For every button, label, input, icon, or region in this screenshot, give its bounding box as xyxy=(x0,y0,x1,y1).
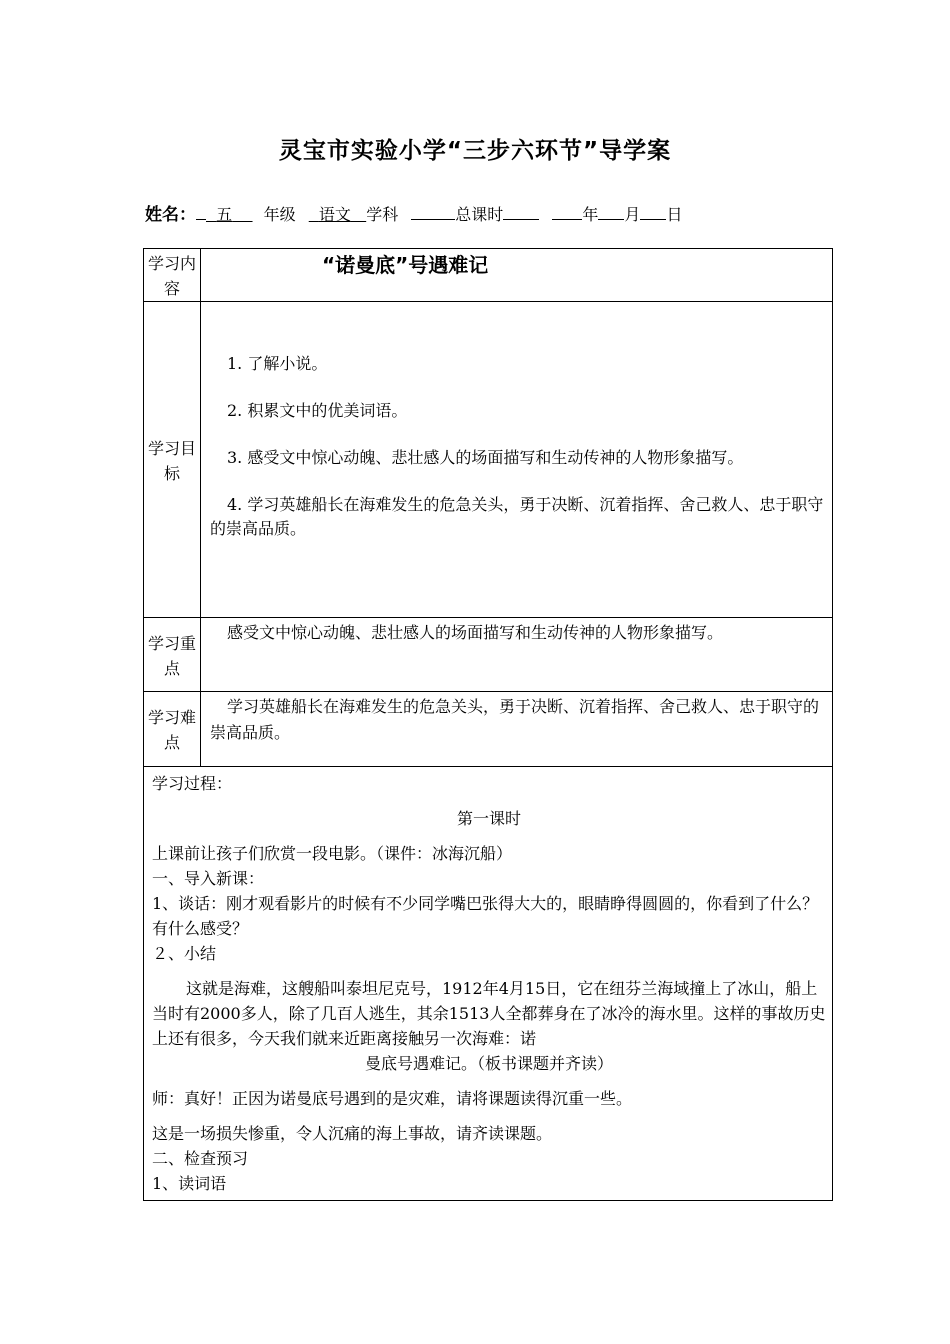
teacher-line: 师：真好！正因为诺曼底号遇到的是灾难，请将课题读得沉重一些。 xyxy=(152,1089,633,1108)
intro-text: 上课前让孩子们欣赏一段电影。（课件：冰海沉船） xyxy=(152,844,513,863)
document-title: 灵宝市实验小学“三步六环节”导学案 xyxy=(278,138,672,164)
row-goals xyxy=(144,302,833,618)
total-hours-value-blank xyxy=(503,203,539,220)
goal-item: 2. 积累文中的优美词语。 xyxy=(227,401,408,420)
total-hours-label: 总课时 xyxy=(455,205,504,224)
year-label: 年 xyxy=(582,205,599,224)
row-process xyxy=(144,767,833,1201)
lesson-plan-table xyxy=(143,248,833,1201)
goals-list xyxy=(210,302,824,541)
key-points-text: 感受文中惊心动魄、悲壮感人的场面描写和生动传神的人物形象描写。 xyxy=(227,623,724,642)
month-blank xyxy=(598,203,624,220)
difficulty-text: 学习英雄船长在海难发生的危急关头，勇于决断、沉着指挥、舍己救人、忠于职守的崇高品质。 xyxy=(210,697,820,742)
goal-item: 3. 感受文中惊心动魄、悲壮感人的场面描写和生动传神的人物形象描写。 xyxy=(227,448,744,467)
accident-line: 这是一场损失惨重，令人沉痛的海上事故，请齐读课题。 xyxy=(152,1124,553,1143)
difficulty-label: 学习难点 xyxy=(144,692,201,767)
grade-value: 五 xyxy=(216,205,233,224)
name-label: 姓名： xyxy=(145,205,196,225)
goal-item: 1. 了解小说。 xyxy=(227,354,328,373)
section-heading: 一、导入新课： xyxy=(152,869,265,888)
grade-label: 年级 xyxy=(263,205,296,224)
day-label: 日 xyxy=(666,205,683,224)
row-content xyxy=(144,249,833,302)
day-blank xyxy=(640,203,666,220)
goals-cell xyxy=(201,302,833,618)
difficulty-cell xyxy=(201,692,833,767)
content-label: 学习内容 xyxy=(144,249,201,302)
lesson-number: 第一课时 xyxy=(456,809,521,828)
name-blank-left xyxy=(196,203,206,220)
row-difficulty xyxy=(144,692,833,767)
process-heading: 学习过程： xyxy=(152,774,233,793)
content-cell xyxy=(201,249,833,302)
step-text: ２、小结 xyxy=(152,944,217,963)
step-text: 1、谈话：刚才观看影片的时候有不少同学嘴巴张得大大的，眼睛睁得圆圆的，你看到了什么？有什么感受？ xyxy=(152,894,819,938)
subject-label: 学科 xyxy=(366,205,399,224)
summary-paragraph: 这就是海难，这艘船叫泰坦尼克号，1912年4月15日，它在纽芬兰海域撞上了冰山，船上当时有2000多人，除了几百人逃生，其余1513人全都葬身在了冰冷的海水里。这样的事故历史上还有很多，今天我们就来近距离接触另一次海难：诺 xyxy=(152,979,826,1048)
key-points-label: 学习重点 xyxy=(144,618,201,692)
header-info xyxy=(145,200,845,225)
goals-label: 学习目标 xyxy=(144,302,201,618)
key-points-cell xyxy=(201,618,833,692)
lesson-topic: “诺曼底”号遇难记 xyxy=(322,253,489,277)
subject-value: 语文 xyxy=(318,205,351,224)
goal-item: 4. 学习英雄船长在海难发生的危急关头，勇于决断、沉着指挥、舍己救人、忠于职守的崇高品质。 xyxy=(210,495,824,538)
total-hours-blank xyxy=(411,203,455,220)
step-text: 1、读词语 xyxy=(152,1174,227,1193)
year-blank xyxy=(552,203,582,220)
process-cell xyxy=(144,767,833,1201)
row-key-points xyxy=(144,618,833,692)
summary-last-line: 曼底号遇难记。（板书课题并齐读） xyxy=(364,1054,613,1073)
month-label: 月 xyxy=(624,205,641,224)
section-heading: 二、检查预习 xyxy=(152,1149,249,1168)
